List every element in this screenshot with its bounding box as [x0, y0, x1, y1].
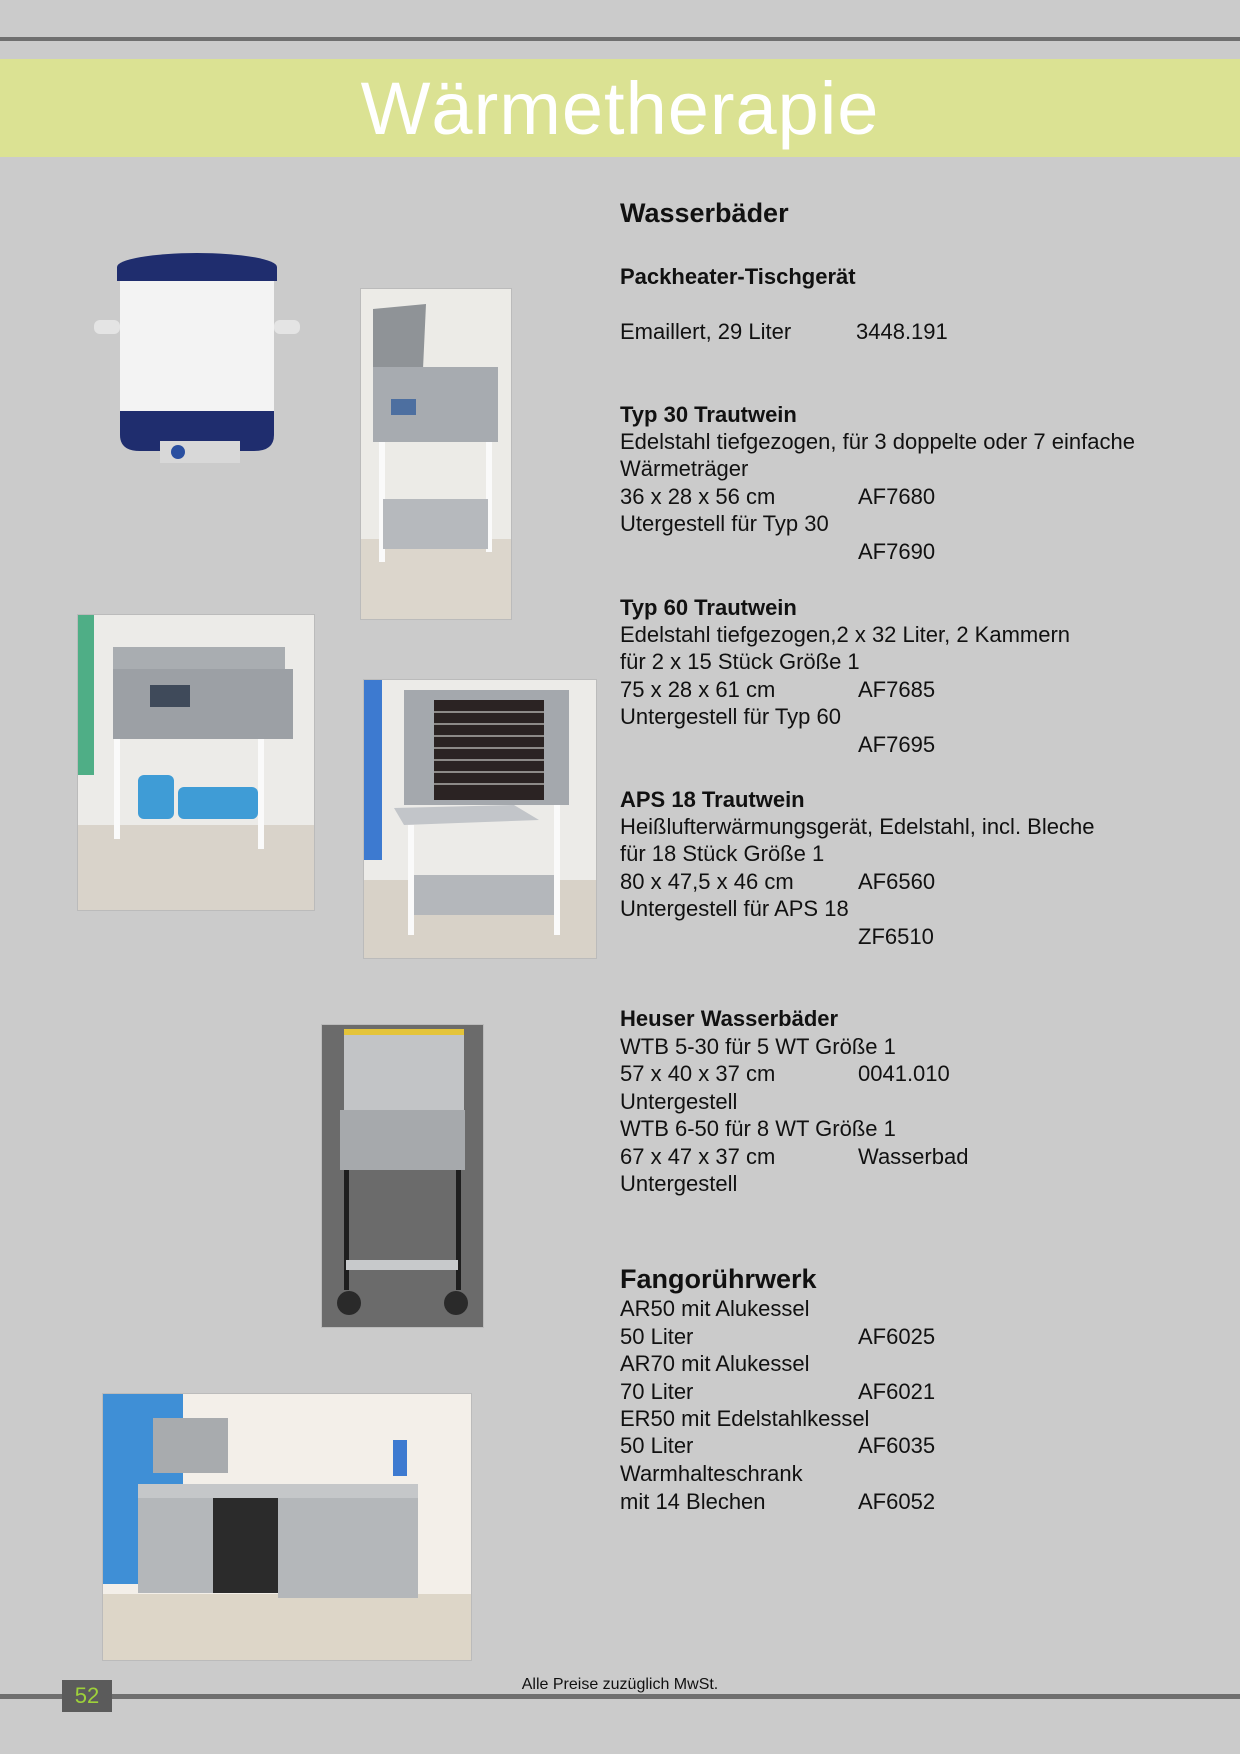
heuser-line2: 57 x 40 x 37 cm — [620, 1061, 776, 1086]
aps18-stand: Untergestell für APS 18 — [620, 896, 849, 921]
fango-line8-code: AF6052 — [858, 1489, 936, 1514]
photo-fango — [102, 1393, 472, 1661]
packheater-code: 3448.191 — [856, 319, 948, 344]
page-number: 52 — [62, 1680, 112, 1712]
typ60-stand-code: AF7695 — [858, 732, 936, 757]
heuser-line3: Untergestell — [620, 1089, 738, 1114]
typ30-dims-code: AF7680 — [858, 484, 936, 509]
photo-typ60 — [77, 614, 315, 911]
fango-line5: ER50 mit Edelstahlkessel — [620, 1406, 870, 1431]
photo-typ30 — [360, 288, 512, 620]
typ60-desc2: für 2 x 15 Stück Größe 1 — [620, 649, 860, 674]
typ30-title: Typ 30 Trautwein — [620, 402, 797, 427]
typ30-desc2: Wärmeträger — [620, 456, 749, 481]
fango-line6-code: AF6035 — [858, 1433, 936, 1458]
fango-line1: AR50 mit Alukessel — [620, 1296, 810, 1321]
heuser-line2-code: 0041.010 — [858, 1061, 950, 1086]
typ60-title: Typ 60 Trautwein — [620, 595, 797, 620]
fango-heading: Fangorührwerk — [620, 1264, 817, 1294]
typ30-dims: 36 x 28 x 56 cm — [620, 484, 776, 509]
typ30-desc1: Edelstahl tiefgezogen, für 3 doppelte oder 7 einfache — [620, 429, 1135, 454]
fango-line2-code: AF6025 — [858, 1324, 936, 1349]
fango-line3: AR70 mit Alukessel — [620, 1351, 810, 1376]
heuser-line6: Untergestell — [620, 1171, 738, 1196]
aps18-dims-code: AF6560 — [858, 869, 936, 894]
typ60-desc1: Edelstahl tiefgezogen,2 x 32 Liter, 2 Kammern — [620, 622, 1071, 647]
packheater-title: Packheater-Tischgerät — [620, 264, 856, 289]
typ60-dims-code: AF7685 — [858, 677, 936, 702]
photo-aps18 — [363, 679, 597, 959]
fango-line4-code: AF6021 — [858, 1379, 936, 1404]
typ30-stand: Utergestell für Typ 30 — [620, 511, 829, 536]
typ30-stand-code: AF7690 — [858, 539, 936, 564]
aps18-desc1: Heißlufterwärmungsgerät, Edelstahl, incl. Bleche — [620, 814, 1095, 839]
bottom-rule — [0, 1694, 1240, 1699]
packheater-desc: Emaillert, 29 Liter — [620, 319, 792, 344]
top-rule — [0, 37, 1240, 41]
title-banner — [0, 59, 1240, 157]
fango-line7: Warmhalteschrank — [620, 1461, 803, 1486]
fango-line2: 50 Liter — [620, 1324, 694, 1349]
photo-heuser — [321, 1024, 484, 1328]
fango-line8: mit 14 Blechen — [620, 1489, 766, 1514]
photo-packheater — [90, 245, 305, 475]
fango-line4: 70 Liter — [620, 1379, 694, 1404]
heuser-title: Heuser Wasserbäder — [620, 1006, 839, 1031]
typ60-stand: Untergestell für Typ 60 — [620, 704, 841, 729]
aps18-title: APS 18 Trautwein — [620, 787, 805, 812]
aps18-desc2: für 18 Stück Größe 1 — [620, 841, 825, 866]
typ60-dims: 75 x 28 x 61 cm — [620, 677, 776, 702]
heuser-line1: WTB 5-30 für 5 WT Größe 1 — [620, 1034, 896, 1059]
price-note: Alle Preise zuzüglich MwSt. — [521, 1676, 719, 1693]
page-title: Wärmetherapie — [360, 66, 880, 150]
heuser-line4: WTB 6-50 für 8 WT Größe 1 — [620, 1116, 896, 1141]
heuser-line5: 67 x 47 x 37 cm — [620, 1144, 776, 1169]
aps18-stand-code: ZF6510 — [858, 924, 934, 949]
aps18-dims: 80 x 47,5 x 46 cm — [620, 869, 794, 894]
fango-line6: 50 Liter — [620, 1433, 694, 1458]
heuser-line5-code: Wasserbad — [858, 1144, 969, 1169]
section-heading: Wasserbäder — [620, 198, 789, 228]
